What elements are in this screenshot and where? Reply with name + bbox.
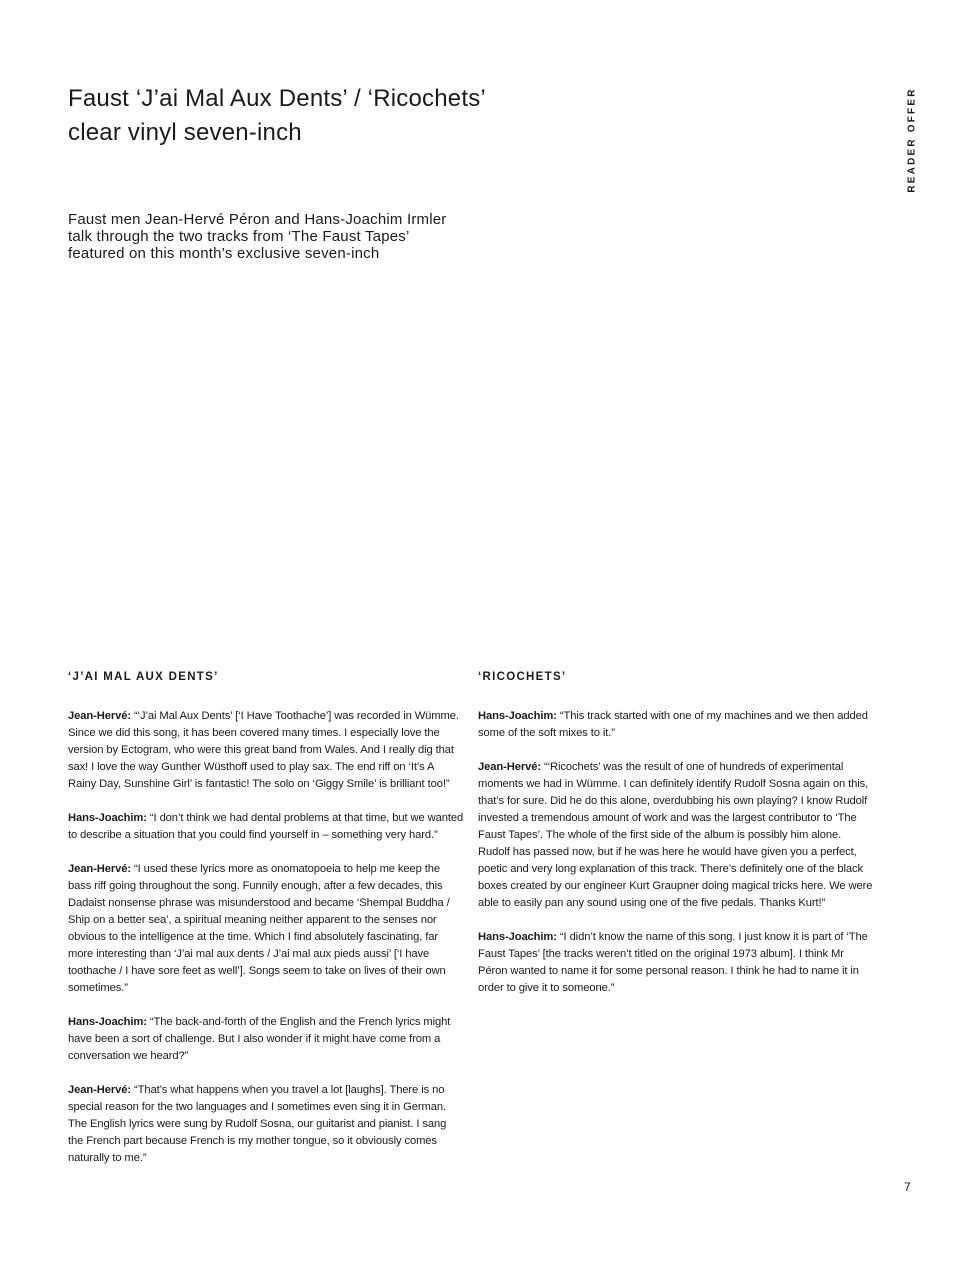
- title-line-1: Faust ‘J’ai Mal Aux Dents’ / ‘Ricochets’: [68, 85, 486, 112]
- interview-paragraph: [68, 861, 464, 997]
- quote-text: “I didn’t know the name of this song. I just know it is part of ‘The Faust Tapes’ [the tracks weren’t titled on the original 1973 album]. I think Mr Péron wanted to name it for some personal reason. I think he had to name it in order to give it to someone.”: [478, 931, 868, 994]
- ricochets-section: [478, 667, 874, 1014]
- intro-line-1: Faust men Jean-Hervé Péron and Hans-Joachim Irmler: [68, 211, 447, 228]
- quote-text: “‘Ricochets’ was the result of one of hundreds of experimental moments we had in Wümme. I can definitely identify Rudolf Sosna again on this, that’s for sure. Did he do this alone, overdubbing his own playing? I know Rudolf invested a tremendous amount of work and was the largest contributor to ‘The Faust Tapes’. The whole of the first side of the album is possibly him alone. Rudolf has passed now, but if he was here he would have given you a perfect, poetic and very long explanation of this track. There’s definitely one of the black boxes created by our engineer Kurt Graupner doing magical tricks here. We were able to easily pan any sound using one of the five pedals. Thanks Kurt!”: [478, 761, 873, 909]
- interview-paragraph: [68, 1014, 464, 1065]
- reader-offer-label: READER OFFER: [906, 87, 918, 193]
- interview-paragraph: [68, 708, 464, 793]
- speaker-name: Jean-Hervé:: [68, 710, 131, 722]
- title-line-2: clear vinyl seven-inch: [68, 119, 302, 146]
- intro-standfirst: [68, 211, 508, 262]
- intro-line-2: talk through the two tracks from ‘The Faust Tapes’: [68, 228, 410, 245]
- quote-text: “I don’t think we had dental problems at that time, but we wanted to describe a situation that you could find yourself in – something very hard.”: [68, 812, 464, 841]
- speaker-name: Jean-Hervé:: [68, 863, 131, 875]
- speaker-name: Jean-Hervé:: [478, 761, 541, 773]
- article-title: [68, 82, 808, 150]
- speaker-name: Hans-Joachim:: [68, 1016, 147, 1028]
- speaker-name: Hans-Joachim:: [68, 812, 147, 824]
- quote-text: “‘J’ai Mal Aux Dents’ [‘I Have Toothache’] was recorded in Wümme. Since we did this song, it has been covered many times. I especially love the version by Ectogram, who were this great band from Wales. And I really dig that sax! I love the way Gunther Wüsthoff used to play sax. The end riff on ‘It’s A Rainy Day, Sunshine Girl’ is fantastic! The solo on ‘Giggy Smile’ is brilliant too!”: [68, 710, 459, 790]
- quote-text: “This track started with one of my machines and we then added some of the soft mixes to it.”: [478, 710, 868, 739]
- page-number: 7: [904, 1180, 911, 1194]
- section-heading-ricochets: ‘RICOCHETS’: [478, 671, 567, 683]
- interview-paragraph: [68, 1082, 464, 1167]
- speaker-name: Hans-Joachim:: [478, 931, 557, 943]
- quote-text: “The back-and-forth of the English and the French lyrics might have been a sort of challenge. But I also wonder if it might have come from a conversation we heard?”: [68, 1016, 451, 1062]
- speaker-name: Hans-Joachim:: [478, 710, 557, 722]
- quote-text: “I used these lyrics more as onomatopoeia to help me keep the bass riff going throughout the song. Funnily enough, after a few decades, this Dadaist nonsense phrase was misunderstood and became ‘Shempal Buddha / Ship on a better sea’, a spiritual meaning neither apparent to the senses nor obvious to the intelligence at the time. Which I find absolutely fascinating, far more interesting than ‘J’ai mal aux dents / J’ai mal aux pieds aussi’ [‘I have toothache / I have sore feet as well’]. Songs seem to take on lives of their own sometimes.”: [68, 863, 450, 994]
- interview-paragraph: [478, 759, 874, 912]
- interview-paragraph: [68, 810, 464, 844]
- interview-paragraph: [478, 929, 874, 997]
- section-heading-jai-mal-aux-dents: ‘J’AI MAL AUX DENTS’: [68, 671, 219, 683]
- intro-line-3: featured on this month’s exclusive seven-inch: [68, 245, 380, 262]
- speaker-name: Jean-Hervé:: [68, 1084, 131, 1096]
- jai-mal-aux-dents-section: [68, 667, 464, 1184]
- quote-text: “That’s what happens when you travel a lot [laughs]. There is no special reason for the two languages and I sometimes even sing it in German. The English lyrics were sung by Rudolf Sosna, our guitarist and pianist. I sang the French part because French is my mother tongue, so it obviously comes naturally to me.”: [68, 1084, 447, 1164]
- interview-paragraph: [478, 708, 874, 742]
